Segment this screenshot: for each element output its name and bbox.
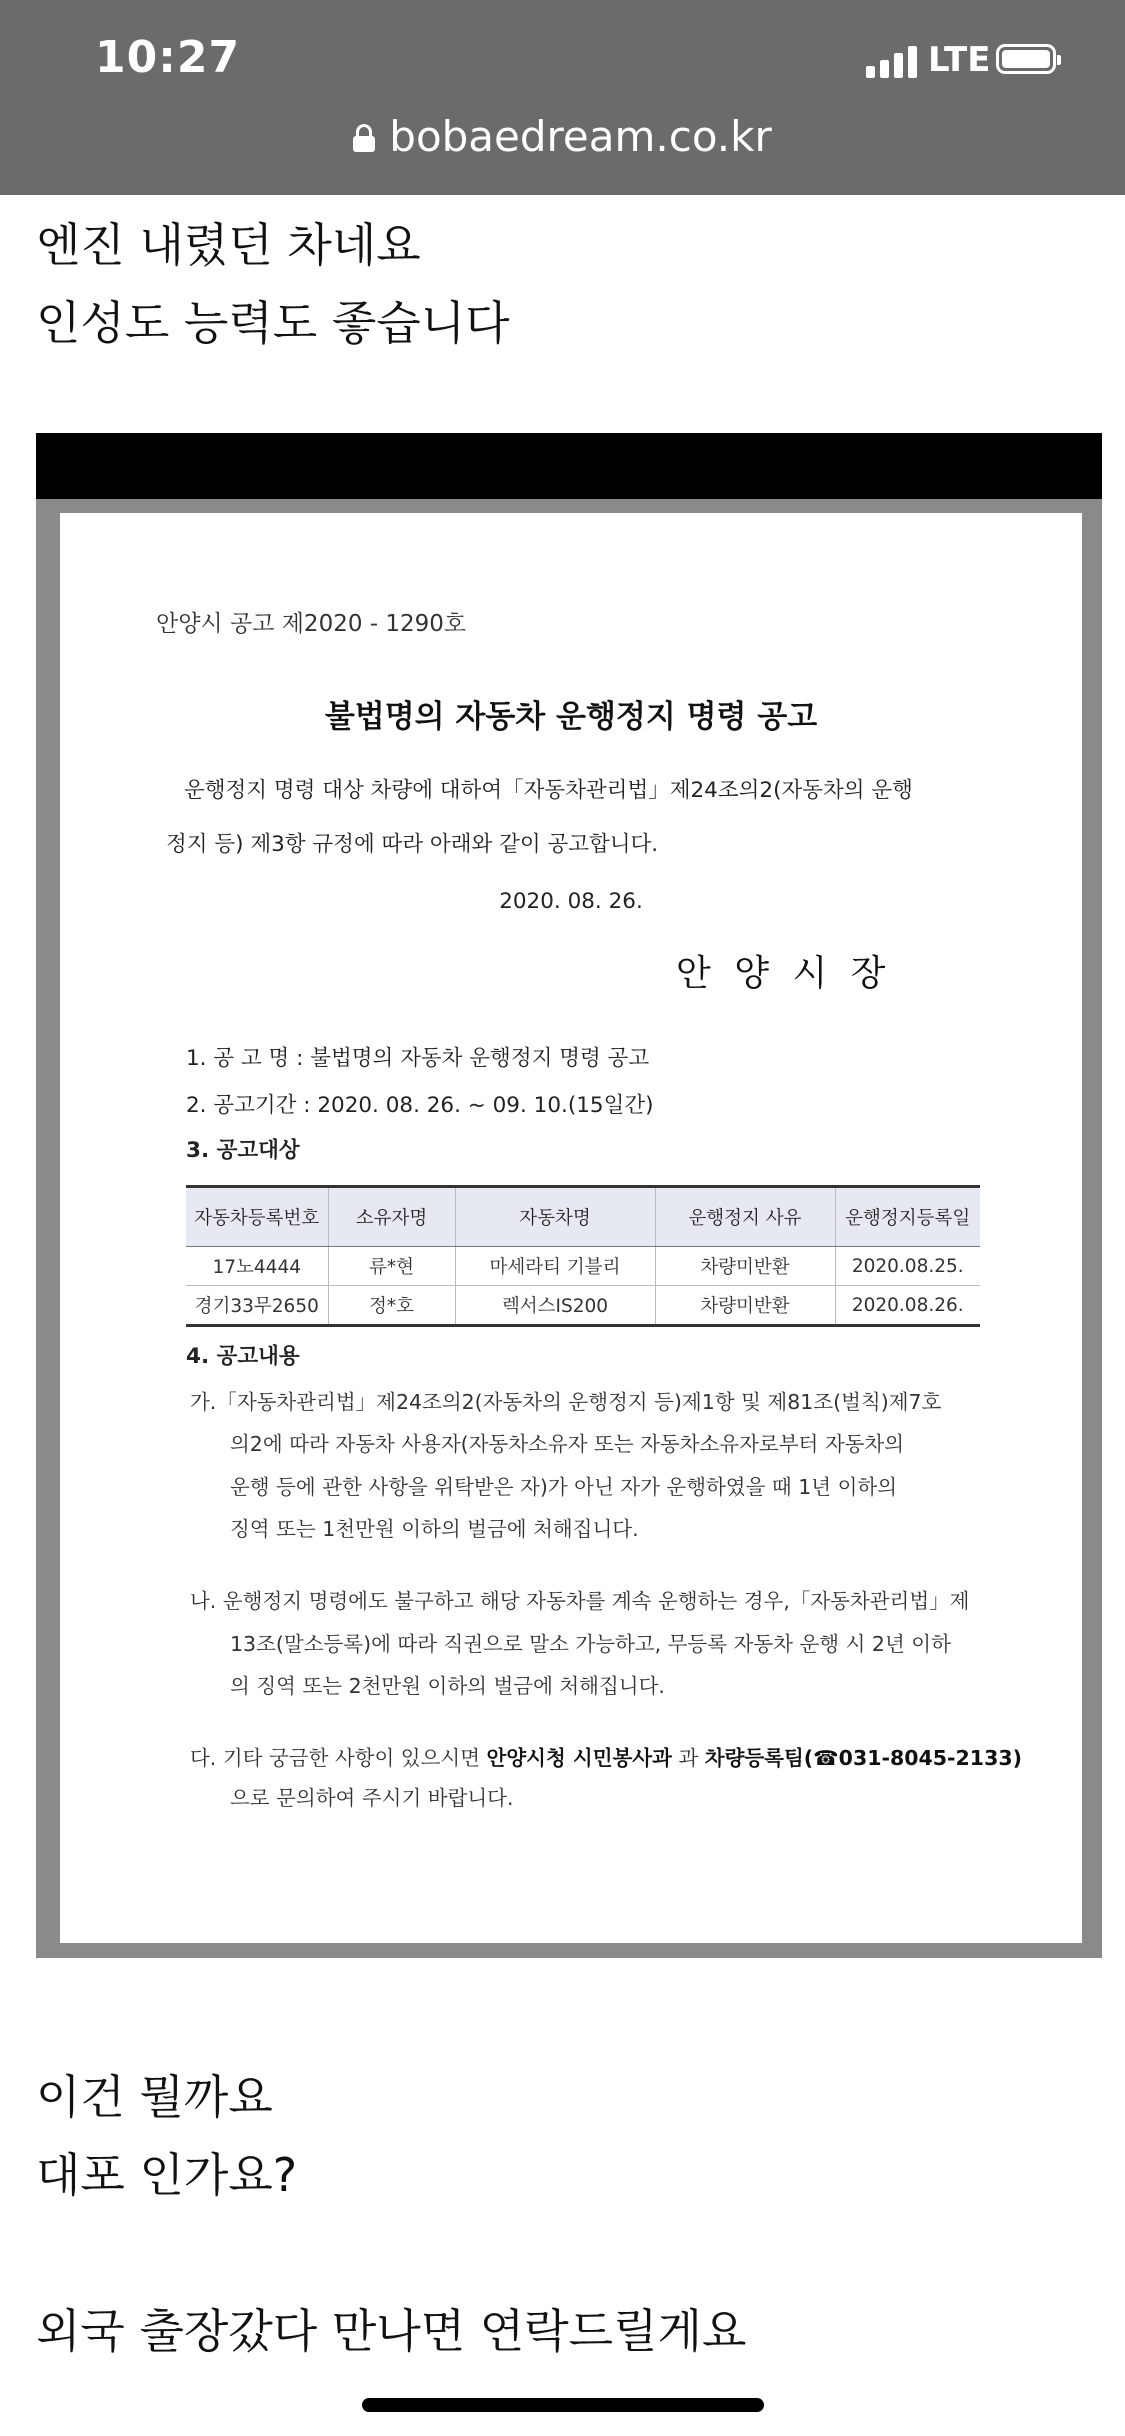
post-paragraph-3 — [36, 2292, 746, 2370]
image-top-band — [36, 433, 1102, 499]
content-na-line: 의 징역 또는 2천만원 이하의 벌금에 처해집니다. — [230, 1674, 665, 1698]
home-indicator[interactable] — [362, 2398, 764, 2412]
content-da-line-2: 으로 문의하여 주시기 바랍니다. — [230, 1786, 514, 1810]
table-cell: 차량미반환 — [655, 1247, 835, 1286]
table-header-row — [186, 1187, 980, 1247]
address-bar[interactable] — [0, 100, 1125, 172]
notice-issuer: 안 양 시 장 — [676, 953, 892, 994]
table-header-cell: 자동차등록번호 — [186, 1187, 328, 1247]
post-line: 이건 뭘까요 — [36, 2070, 273, 2124]
post-image-public-notice[interactable] — [36, 433, 1102, 1958]
notice-intro-line-2: 정지 등) 제3항 규정에 따라 아래와 같이 공고합니다. — [166, 832, 659, 857]
table-cell: 마세라티 기블리 — [455, 1247, 655, 1286]
notice-intro-line-1: 운행정지 명령 대상 차량에 대하여「자동차관리법」제24조의2(자동차의 운행 — [184, 778, 913, 803]
lock-icon — [353, 124, 375, 152]
content-ga-line: 의2에 따라 자동차 사용자(자동차소유자 또는 자동차소유자로부터 자동차의 — [230, 1432, 905, 1456]
post-line: 엔진 내렸던 차네요 — [36, 218, 421, 272]
notice-item-3: 3. 공고대상 — [186, 1138, 300, 1163]
content-ga-line: 가.「자동차관리법」제24조의2(자동차의 운행정지 등)제1항 및 제81조(벌칙)제7호 — [190, 1390, 942, 1414]
notice-target-table — [186, 1185, 980, 1327]
notice-item-2: 2. 공고기간 : 2020. 08. 26. ~ 09. 10.(15일간) — [186, 1093, 654, 1118]
notice-date: 2020. 08. 26. — [499, 889, 643, 914]
post-paragraph-1 — [36, 206, 510, 362]
table-row — [186, 1247, 980, 1286]
network-type: LTE — [928, 40, 991, 80]
table-cell: 17노4444 — [186, 1247, 328, 1286]
table-cell: 류*현 — [328, 1247, 455, 1286]
table-cell: 차량미반환 — [655, 1286, 835, 1326]
content-na-line: 나. 운행정지 명령에도 불구하고 해당 자동차를 계속 운행하는 경우,「자동차관리법」제 — [190, 1589, 970, 1613]
notice-title: 불법명의 자동차 운행정지 명령 공고 — [324, 699, 818, 735]
post-line: 인성도 능력도 좋습니다 — [36, 296, 510, 350]
content-ga-line: 운행 등에 관한 사항을 위탁받은 자)가 아닌 자가 운행하였을 때 1년 이하의 — [230, 1475, 898, 1499]
table-header-cell: 운행정지 사유 — [655, 1187, 835, 1247]
notice-number: 안양시 공고 제2020 - 1290호 — [156, 611, 467, 637]
table-cell: 2020.08.26. — [835, 1286, 980, 1326]
status-time: 10:27 — [95, 32, 241, 83]
content-da-connector: 과 — [671, 1746, 705, 1770]
content-ga-line: 징역 또는 1천만원 이하의 벌금에 처해집니다. — [230, 1517, 639, 1541]
table-cell: 정*호 — [328, 1286, 455, 1326]
table-cell: 렉서스IS200 — [455, 1286, 655, 1326]
table-cell: 2020.08.25. — [835, 1247, 980, 1286]
table-header-cell: 자동차명 — [455, 1187, 655, 1247]
notice-document — [60, 513, 1082, 1943]
content-na-line: 13조(말소등록)에 따라 직권으로 말소 가능하고, 무등록 자동차 운행 시 2년 이하 — [230, 1632, 951, 1656]
notice-item-1: 1. 공 고 명 : 불법명의 자동차 운행정지 명령 공고 — [186, 1046, 650, 1071]
post-line: 대포 인가요? — [36, 2148, 298, 2202]
battery-icon — [996, 44, 1056, 74]
address-url: bobaedream.co.kr — [389, 111, 772, 161]
post-paragraph-2 — [36, 2058, 297, 2214]
cellular-signal-icon — [866, 44, 920, 78]
table-header-cell: 운행정지등록일 — [835, 1187, 980, 1247]
table-row — [186, 1286, 980, 1326]
notice-item-4: 4. 공고내용 — [186, 1344, 300, 1369]
table-header-cell: 소유자명 — [328, 1187, 455, 1247]
content-da-line — [190, 1741, 1022, 1771]
content-da-team: 차량등록팀(☎031-8045-2133) — [704, 1746, 1022, 1770]
content-da-prefix: 다. 기타 궁금한 사항이 있으시면 — [190, 1746, 487, 1770]
browser-top-bar — [0, 0, 1125, 195]
table-cell: 경기33무2650 — [186, 1286, 328, 1326]
content-da-office: 안양시청 시민봉사과 — [486, 1746, 672, 1770]
post-line: 외국 출장갔다 만나면 연락드릴게요 — [36, 2304, 747, 2358]
